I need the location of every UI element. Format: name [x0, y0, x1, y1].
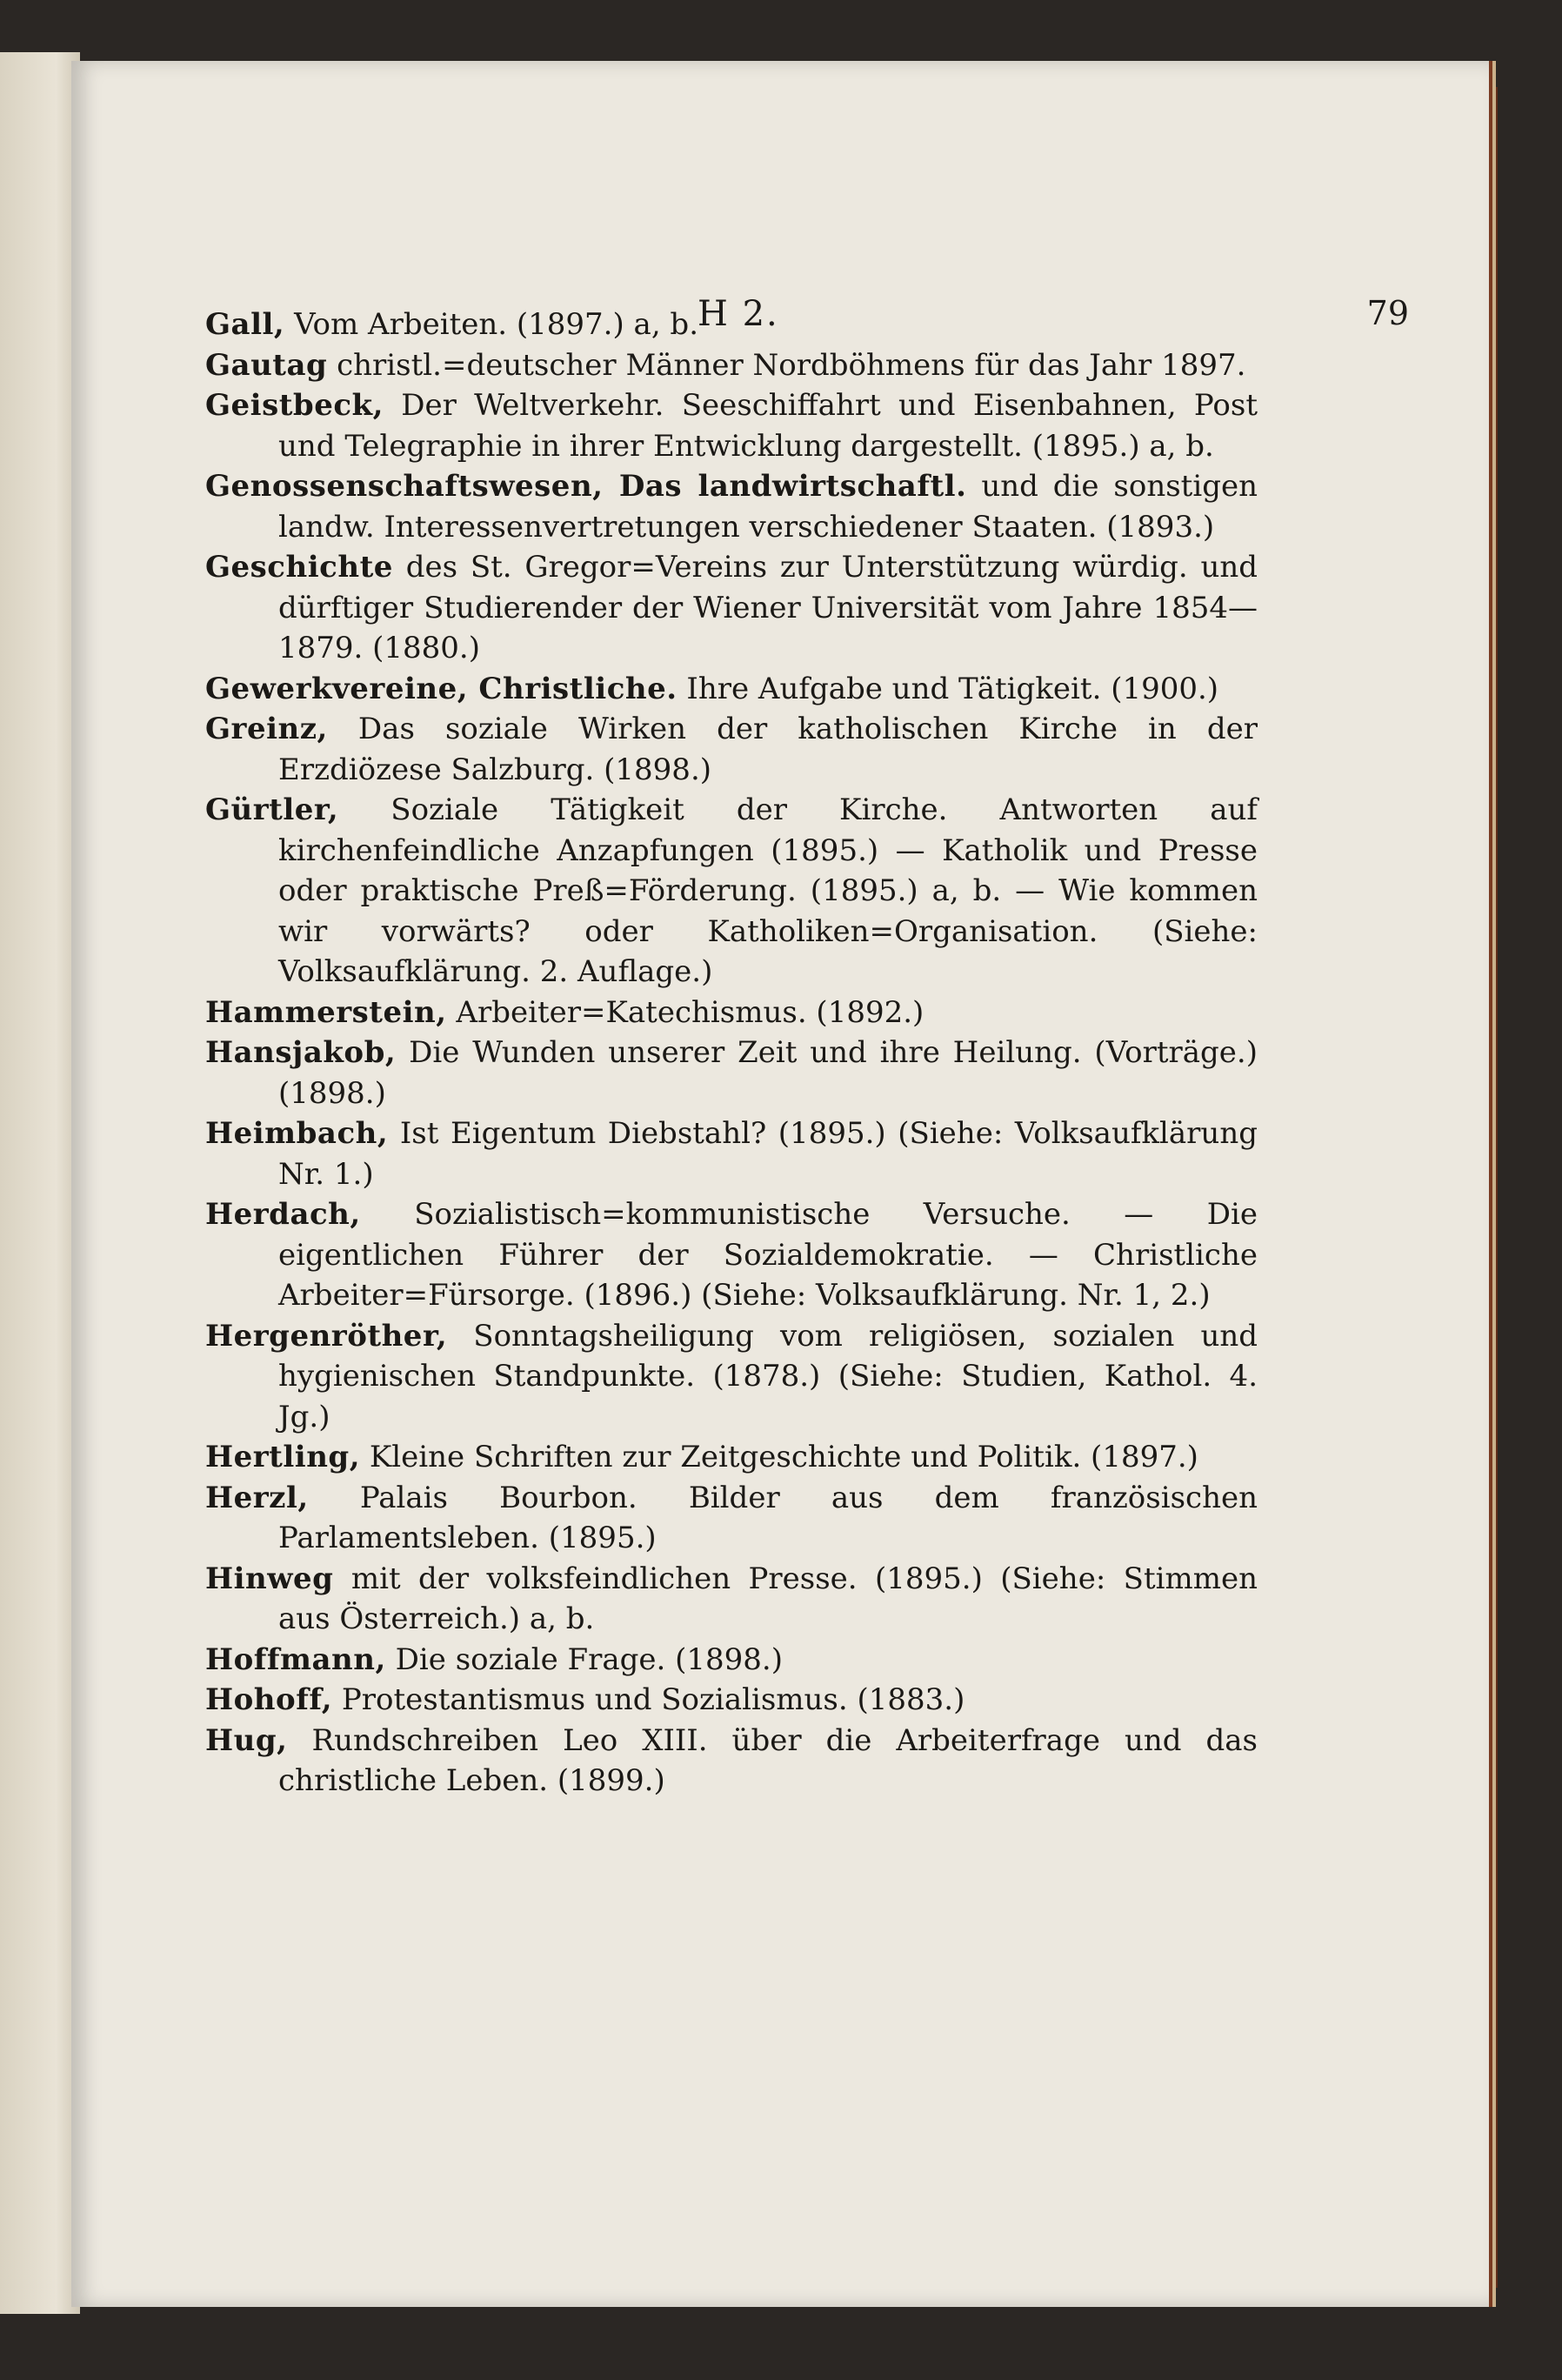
bibliography-entry: [205, 669, 1258, 710]
entry-text: Das soziale Wirken der katholischen Kirche in der Erzdiözese Salzburg. (1898.): [278, 712, 1258, 787]
bibliography-entry: [205, 1316, 1258, 1438]
entry-heading: Hohoff,: [205, 1682, 333, 1717]
entry-text: christl.=deutscher Männer Nordböhmens für das Jahr 1897.: [337, 347, 1246, 383]
entry-text: Palais Bourbon. Bilder aus dem französischen Parlamentsleben. (1895.): [278, 1480, 1258, 1555]
entry-text: Kleine Schriften zur Zeitgeschichte und Politik. (1897.): [369, 1440, 1198, 1474]
entry-text: Die Wunden unserer Zeit und ihre Heilung. (Vorträge.) (1898.): [278, 1035, 1258, 1111]
facing-page-edge: [0, 52, 80, 2314]
bibliography-entry: [205, 1478, 1258, 1559]
entry-text: Soziale Tätigkeit der Kirche. Antworten auf kirchenfeindliche Anzapfungen (1895.) — Katholik und Presse oder praktische Preß=Förderung. (1895.) a, b. — Wie kommen wir vorwärts? oder Katholiken=Organisation. (Siehe: Volksaufklärung. 2. Auflage.): [278, 792, 1258, 989]
bibliography-entry: [205, 1559, 1258, 1640]
book-cover-edge: [1489, 87, 1498, 2288]
entry-text: und die sonstigen landw. Interessenvertretungen verschiedener Staaten. (1893.): [278, 469, 1258, 545]
bibliography-entry: [205, 1721, 1258, 1802]
entry-heading: Hoffmann,: [205, 1641, 386, 1677]
entry-heading: Hammerstein,: [205, 994, 447, 1030]
entry-heading: Geschichte: [205, 550, 393, 585]
entry-text: Rundschreiben Leo XIII. über die Arbeiterfrage und das christliche Leben. (1899.): [278, 1722, 1258, 1798]
entry-text: des St. Gregor=Vereins zur Unterstützung würdig. und dürftiger Studierender der Wiener Universität vom Jahre 1854—1879. (1880.): [278, 550, 1258, 665]
entry-heading: Heimbach,: [205, 1116, 389, 1151]
bibliography-entry: [205, 1113, 1258, 1194]
entry-heading: Hug,: [205, 1722, 288, 1758]
bibliography-entry: [205, 1033, 1258, 1113]
entry-text: Der Weltverkehr. Seeschiffahrt und Eisenbahnen, Post und Telegraphie in ihrer Entwicklung dargestellt. (1895.) a, b.: [278, 388, 1258, 464]
entry-heading: Hertling,: [205, 1440, 361, 1474]
entry-heading: Genossenschaftswesen, Das landwirtschaftl.: [205, 469, 967, 504]
bibliography-entry: [205, 790, 1258, 993]
signature-mark: H 2.: [698, 294, 779, 334]
bibliography-entry: [205, 709, 1258, 790]
entry-text: Ihre Aufgabe und Tätigkeit. (1900.): [686, 671, 1219, 706]
entry-heading: Herdach,: [205, 1197, 361, 1232]
bibliography-entry: [205, 345, 1258, 386]
entry-text: Ist Eigentum Diebstahl? (1895.) (Siehe: Volksaufklärung Nr. 1.): [278, 1116, 1258, 1192]
entry-heading: Hergenröther,: [205, 1318, 448, 1354]
entry-text: mit der volksfeindlichen Presse. (1895.) (Siehe: Stimmen aus Österreich.) a, b.: [278, 1561, 1258, 1636]
bibliography-entry: [205, 304, 1258, 345]
bibliography-entry: [205, 1680, 1258, 1721]
entry-text: Sonntagsheiligung vom religiösen, sozialen und hygienischen Standpunkte. (1878.) (Siehe: Studien, Kathol. 4. Jg.): [278, 1318, 1258, 1434]
entry-heading: Hinweg: [205, 1561, 334, 1596]
entry-text: Sozialistisch=kommunistische Versuche. — Die eigentlichen Führer der Sozialdemokratie. — Christliche Arbeiter=Fürsorge. (1896.) (Siehe: Volksaufklärung. Nr. 1, 2.): [278, 1197, 1258, 1313]
entry-text: Protestantismus und Sozialismus. (1883.): [341, 1682, 965, 1717]
entry-heading: Herzl,: [205, 1480, 309, 1515]
entry-heading: Gewerkvereine, Christliche.: [205, 671, 678, 706]
bibliography-entry: [205, 1194, 1258, 1316]
bibliography-list: [205, 304, 1258, 1802]
entry-heading: Greinz,: [205, 712, 328, 746]
entry-heading: Geistbeck,: [205, 388, 384, 423]
bibliography-entry: [205, 993, 1258, 1033]
entry-text: Arbeiter=Katechismus. (1892.): [456, 994, 925, 1030]
page-number: 79: [1366, 294, 1409, 332]
entry-heading: Gürtler,: [205, 792, 339, 827]
bibliography-entry: [205, 547, 1258, 669]
bibliography-entry: [205, 1640, 1258, 1681]
entry-text: Die soziale Frage. (1898.): [395, 1641, 783, 1677]
bibliography-entry: [205, 385, 1258, 466]
bibliography-entry: [205, 1437, 1258, 1478]
bibliography-entry: [205, 466, 1258, 547]
entry-heading: Gautag: [205, 347, 328, 383]
entry-heading: Hansjakob,: [205, 1035, 397, 1070]
entry-heading: Gall,: [205, 307, 285, 342]
entry-text: Vom Arbeiten. (1897.) a, b.: [294, 307, 699, 342]
